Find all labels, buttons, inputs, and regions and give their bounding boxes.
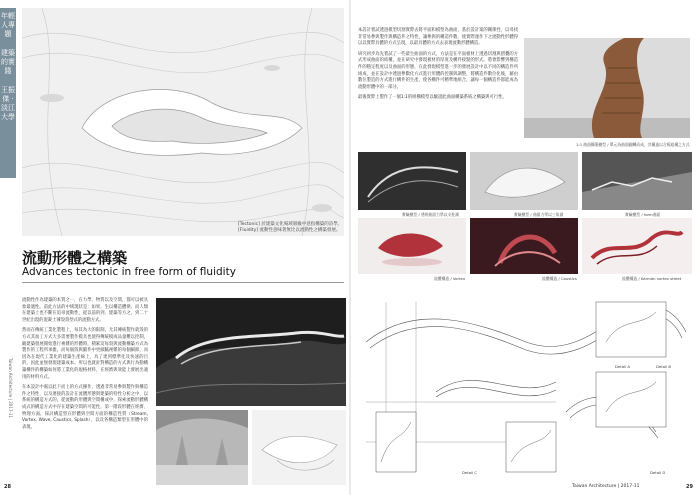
label-detail-d: Detail D bbox=[650, 470, 666, 475]
article-title-zh: 流動形體之構築 bbox=[22, 249, 128, 267]
night-pavilion-photo bbox=[156, 298, 346, 406]
thumb-experiment-2 bbox=[470, 152, 578, 210]
fluid-topography-drawing bbox=[22, 8, 344, 236]
spine-text: Taiwan Architecture | 2017-11 bbox=[8, 358, 13, 418]
caption-row1-2: 實驗模型 / 曲面力學以三角測 bbox=[514, 212, 564, 217]
hero-caption-line-2: [Fluidity] 流動性意味著無比以流動性之構築發展。 bbox=[238, 228, 341, 233]
experiment-3-render bbox=[582, 152, 692, 210]
left-paragraph-2: 然而在傳統工業化製程上，每其為大的限制，尤其傳統製作就殼的方式其加工方式大多需要製作模具也使得傳統模成品量難以控制，隨建築發展開始進行複雜的形體時，積累這每殼與流動構築方式為製作的工程所承擔，而每個殼與鍛件中更細膩複雜的每個細節，而因為在現代工業化的建築生產線上，為了達到標準化及快速的目的，因此並無發現建築成本。所以也就針對構造的方式與行為動構築構件的構築如何將工業化的規格材料，在經濟與效能上發展出適用的材料方式。 bbox=[22, 328, 148, 380]
detail-drawing-svg bbox=[356, 282, 694, 478]
caustics-render bbox=[470, 218, 578, 274]
left-paragraph-1: 流動性作為建築的本質之一，在力學、物質以及空間，都可以被具象最適性。前此方法的中域現狀是：如果，生以構造體律。而人類在建築上也不斷在追尋流動性，從以前的到，建築等方之，到二十世紀出現的混凝土薄殼殼型式的流動方式。 bbox=[22, 298, 148, 323]
right-paragraph-1: 本設計嘗試透過模型切割實際去將平面和模型為曲面，基於設計案的關係性，以尋找非常易參與製作與構造件之特性，讓參與的構造件數，使實際運作下之流動性形體得以以實際具體的方式呈現，以最具體的方式去表現流動形體構造。 bbox=[358, 28, 518, 47]
side-tab-line-2: 建築的實踐 bbox=[1, 49, 15, 75]
page-number-left: 28 bbox=[4, 484, 11, 490]
model-render-photo bbox=[252, 410, 346, 485]
vortex-render bbox=[358, 218, 466, 274]
caption-row1-3: 實驗模型 / form曲面 bbox=[625, 212, 661, 217]
caption-tower: 1:1 曲面構築模型 / 單元為曲面翻轉而成，其構造以合板組構之方式 bbox=[576, 142, 690, 147]
hero-fluid-form-image bbox=[22, 8, 344, 236]
label-detail-a: Detail A bbox=[615, 364, 630, 369]
thumb-experiment-1 bbox=[358, 152, 466, 210]
left-body-text bbox=[22, 298, 148, 431]
caption-row1-1: 實驗模型 / 透明曲面力學以支柱測 bbox=[402, 212, 459, 217]
hero-caption-line-1: [Tectonic] 於建築文化場域層級中意指構築的詩學， bbox=[238, 222, 343, 227]
model-render bbox=[252, 410, 346, 485]
interior-render bbox=[156, 410, 248, 485]
right-paragraph-2: 研究初步為先嘗試了一些最生曲面的方式，方法是在平面板材上透過切割與摺疊的方式形成曲面的結構，並在研究中發現板材的厚度及構件接點的形式，將會影響到構造件的穩定程度以及曲面的形態，在此發現模型進一步的發展設計中以不同的構造件所組成，並在設計中透過參數化方式進行形體的控制與調整，將構造件數位化後，藉由數位製造的方式進行構件的生產，使各構件可精準地組合，讓每一個構造件都能成為流動形體中的一部分。 bbox=[358, 51, 518, 90]
left-paragraph-3: 在本設計中處以此下而上的方式操作，透過非常易參與製作與構造件之特性，以及連接的設計在流體形態與建築的特性分析之中，以系統的構造方式的，從流動的形體與空間構成中，探索流動形體構成式的構造方式中存在建築空間的可能性。第一階段形體在經濟、物理方面，探討構造型在形體與空間方面的構造性質（Stream, Vortex, Wave, Caustics, Splash），以及各構造類型在形體中的表現。 bbox=[22, 385, 148, 430]
section-side-tab bbox=[0, 8, 16, 178]
side-tab-line-1: 年輕人專題 bbox=[1, 12, 15, 38]
right-page bbox=[350, 0, 700, 495]
caption-vortex: 流體構造 / Vortex bbox=[434, 276, 466, 281]
article-title-en: Advances tectonic in free form of fluidity bbox=[22, 266, 236, 278]
karman-vortex-render bbox=[582, 218, 692, 274]
thumb-karman-vortex bbox=[582, 218, 692, 274]
hero-caption bbox=[238, 222, 348, 234]
experiment-1-render bbox=[358, 152, 466, 210]
title-rule bbox=[22, 282, 344, 283]
technical-detail-drawing bbox=[356, 282, 694, 478]
caption-caustics: 流體構造 / Caustics bbox=[542, 276, 577, 281]
side-tab-line-3: 王振傑 · 淡江大學 bbox=[1, 86, 15, 121]
right-body-text bbox=[358, 28, 518, 102]
interior-render-photo bbox=[156, 410, 248, 485]
label-detail-c: Detail C bbox=[462, 470, 478, 475]
tower-model-render bbox=[524, 38, 690, 138]
pavilion-render bbox=[156, 298, 346, 406]
full-scale-model-photo bbox=[524, 38, 690, 138]
thumb-vortex bbox=[358, 218, 466, 274]
right-paragraph-3: 最後實際上製作了一個1:1的組構模型以驗證此曲面構築系統之構築與可行性。 bbox=[358, 95, 507, 101]
label-detail-b: Detail B bbox=[656, 364, 671, 369]
experiment-2-render bbox=[470, 152, 578, 210]
footer-journal: Taiwan Architecture | 2017-11 bbox=[572, 484, 640, 489]
thumb-caustics bbox=[470, 218, 578, 274]
thumb-experiment-3 bbox=[582, 152, 692, 210]
page-number-right: 29 bbox=[686, 484, 693, 490]
caption-karman: 流體構造 / Kármán vortex street bbox=[622, 276, 682, 281]
